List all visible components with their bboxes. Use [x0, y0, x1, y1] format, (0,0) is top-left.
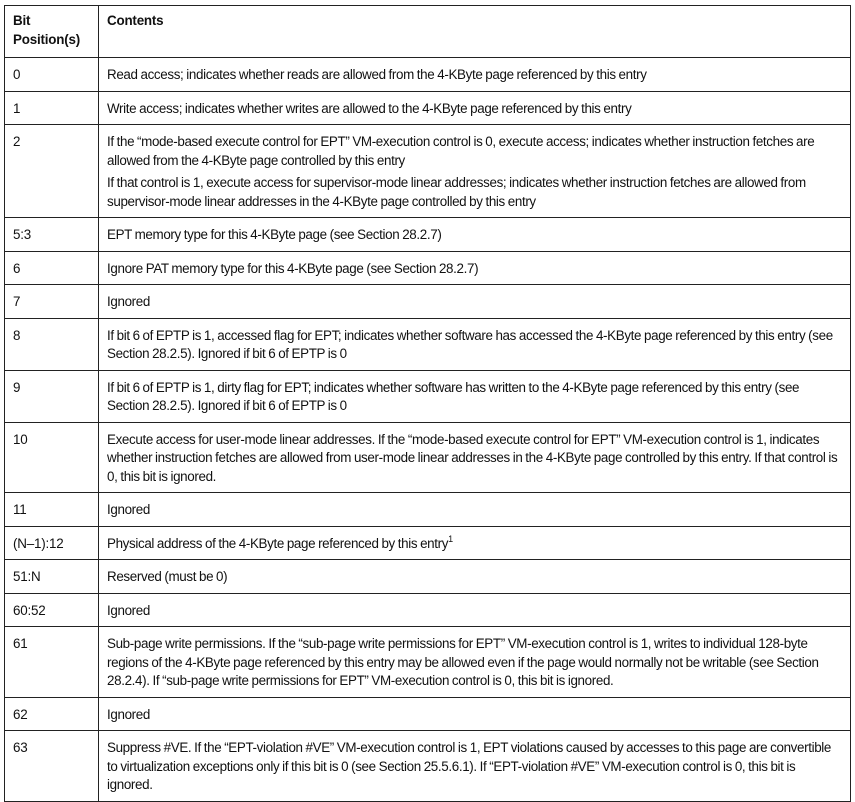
- table-row: [5, 493, 851, 527]
- contents-text: Suppress #VE. If the “EPT-violation #VE” VM-execution control is 1, EPT violations caused by accesses to this page are convertible to virtualization exceptions only if this bit is 0 (see Section 25.5.6.1). If “EPT-violation #VE” VM-execution control is 0, this bit is ignored.: [107, 740, 832, 792]
- contents-text: Sub-page write permissions. If the “sub-page write permissions for EPT” VM-execution control is 1, writes to individual 128-byte regions of the 4-KByte page referenced by this entry may be allowed even if the page would normally not be writable (see Section 28.2.4). If “sub-page write permissions for EPT” VM-execution control is 0, this bit is ignored.: [107, 636, 819, 688]
- bit-cell: [5, 125, 99, 218]
- bit-cell: [5, 593, 99, 627]
- bit-value: 51:N: [13, 569, 41, 584]
- contents-text: If bit 6 of EPTP is 1, dirty flag for EPT; indicates whether software has written to the 4-KByte page referenced by this entry (see Section 28.2.5). Ignored if bit 6 of EPTP is 0: [107, 379, 800, 413]
- contents-cell: [99, 422, 851, 493]
- bit-cell: [5, 218, 99, 252]
- header-contents: [99, 6, 851, 58]
- bit-cell: [5, 318, 99, 370]
- table-header-row: [5, 6, 851, 58]
- bit-value: 7: [13, 294, 21, 309]
- contents-cell: [99, 58, 851, 92]
- table-row: [5, 526, 851, 560]
- contents-text: Ignored: [107, 502, 150, 517]
- bit-value: 0: [13, 67, 21, 82]
- contents-cell: [99, 560, 851, 594]
- bit-value: 1: [13, 100, 21, 116]
- bit-cell: [5, 697, 99, 731]
- contents-text: Execute access for user-mode linear addresses. If the “mode-based execute control for EPT” VM-execution control is 1, indicates whether instruction fetches are allowed from user-mode linear addresses in the 4-KByte page controlled by this entry. If that control is 0, this bit is ignored.: [107, 431, 838, 484]
- bit-cell: [5, 58, 99, 92]
- table-row: [5, 370, 851, 422]
- bit-value: 9: [13, 379, 21, 395]
- bit-cell: [5, 627, 99, 698]
- contents-text: Write access; indicates whether writes are allowed to the 4-KByte page referenced by this entry: [107, 100, 632, 116]
- bit-value: (N–1):12: [13, 535, 64, 551]
- bit-value: 8: [13, 327, 21, 343]
- bit-cell: [5, 91, 99, 125]
- table-row: [5, 285, 851, 319]
- bit-cell: [5, 370, 99, 422]
- bit-value: 10: [13, 431, 28, 447]
- contents-text: If that control is 1, execute access for supervisor-mode linear addresses; indicates whether instruction fetches are allowed from supervisor-mode linear addresses in the 4-KByte page controlled by this entry: [107, 175, 806, 209]
- table-row: [5, 697, 851, 731]
- bit-value: 11: [13, 502, 27, 517]
- table-row: [5, 218, 851, 252]
- table-row: [5, 593, 851, 627]
- contents-cell: [99, 370, 851, 422]
- table-row: [5, 560, 851, 594]
- bit-value: 61: [13, 636, 28, 651]
- bit-value: 63: [13, 740, 28, 755]
- bit-cell: [5, 251, 99, 285]
- header-bit-position: [5, 6, 99, 58]
- contents-text-body: Physical address of the 4-KByte page referenced by this entry: [107, 535, 449, 551]
- contents-text: Ignored: [107, 294, 150, 309]
- bit-value: 60:52: [13, 602, 46, 618]
- bit-cell: [5, 526, 99, 560]
- bit-value: 5:3: [13, 227, 32, 242]
- contents-cell: [99, 627, 851, 698]
- table-row: [5, 627, 851, 698]
- bit-cell: [5, 493, 99, 527]
- header-bit-line2: Position(s): [13, 31, 80, 47]
- contents-text: [107, 535, 840, 554]
- contents-cell: [99, 697, 851, 731]
- contents-cell: [99, 218, 851, 252]
- contents-text: Reserved (must be 0): [107, 569, 228, 584]
- contents-cell: [99, 125, 851, 218]
- contents-text: Ignored: [107, 706, 150, 722]
- bit-cell: [5, 560, 99, 594]
- bit-value: 62: [13, 706, 28, 722]
- table-row: [5, 318, 851, 370]
- bit-cell: [5, 285, 99, 319]
- table-row: [5, 58, 851, 92]
- table-row: [5, 731, 851, 802]
- contents-cell: [99, 593, 851, 627]
- bit-format-table: [4, 5, 851, 802]
- contents-cell: [99, 285, 851, 319]
- contents-cell: [99, 526, 851, 560]
- contents-text: Ignored: [107, 602, 150, 618]
- bit-cell: [5, 731, 99, 802]
- contents-text: EPT memory type for this 4-KByte page (see Section 28.2.7): [107, 227, 442, 242]
- contents-cell: [99, 251, 851, 285]
- header-bit-line1: Bit: [13, 13, 31, 28]
- footnote-marker: 1: [448, 533, 453, 544]
- header-contents-label: Contents: [107, 13, 164, 28]
- contents-text: Read access; indicates whether reads are allowed from the 4-KByte page referenced by this entry: [107, 67, 647, 82]
- table-row: [5, 251, 851, 285]
- table-row: [5, 91, 851, 125]
- contents-cell: [99, 91, 851, 125]
- table-row: [5, 125, 851, 218]
- bit-cell: [5, 422, 99, 493]
- contents-cell: [99, 731, 851, 802]
- bit-value: 2: [13, 134, 21, 149]
- contents-text: If the “mode-based execute control for EPT” VM-execution control is 0, execute access; indicates whether instruction fetches are allowed from the 4-KByte page controlled by this entry: [107, 134, 815, 168]
- contents-cell: [99, 493, 851, 527]
- bit-value: 6: [13, 260, 21, 276]
- contents-text: If bit 6 of EPTP is 1, accessed flag for EPT; indicates whether software has accessed the 4-KByte page referenced by this entry (see Section 28.2.5). Ignored if bit 6 of EPTP is 0: [107, 327, 833, 361]
- table-row: [5, 422, 851, 493]
- contents-cell: [99, 318, 851, 370]
- contents-text: Ignore PAT memory type for this 4-KByte page (see Section 28.2.7): [107, 260, 479, 276]
